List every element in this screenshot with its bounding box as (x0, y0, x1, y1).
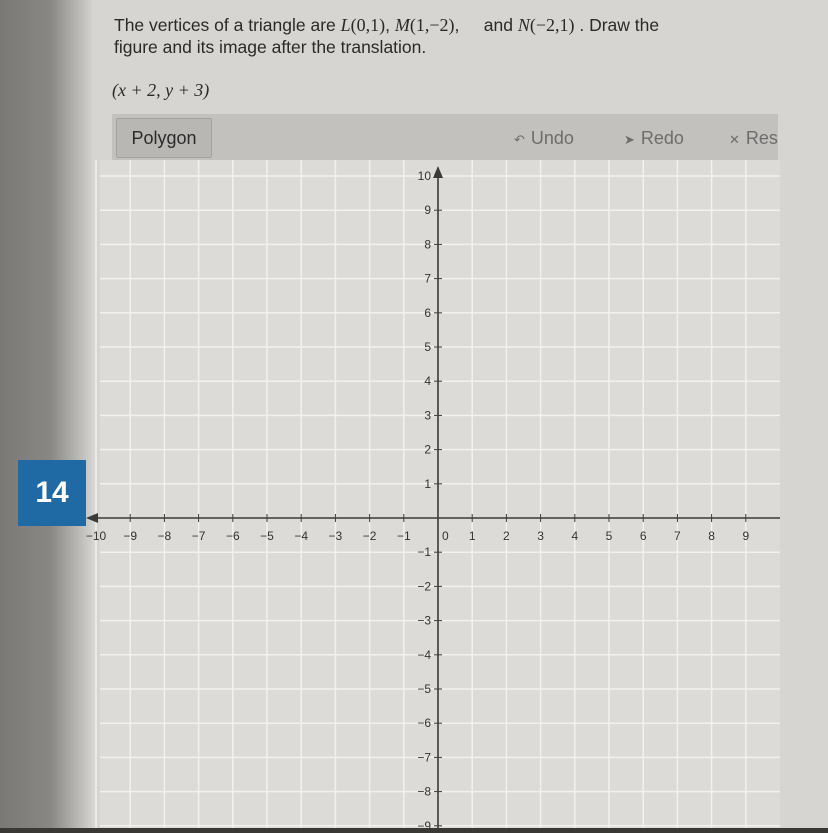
y-tick-label: −1 (417, 545, 431, 560)
x-tick-label: 1 (468, 529, 476, 543)
y-tick-label: −5 (417, 682, 431, 696)
y-tick-label: −9 (417, 818, 431, 833)
y-tick-label: −7 (417, 750, 431, 765)
question-line-2: figure and its image after the translation. (114, 37, 427, 57)
question-intro: The vertices of a triangle are (114, 15, 341, 35)
and-word: and (483, 15, 513, 35)
y-tick-label: 1 (424, 476, 431, 491)
coordinate-grid-svg[interactable] (85, 160, 780, 833)
x-tick-label: 8 (708, 529, 715, 543)
y-tick-label: 10 (417, 169, 431, 183)
y-tick-label: −6 (417, 716, 431, 731)
y-tick-label: 9 (424, 203, 431, 218)
x-tick-label: −9 (123, 529, 138, 543)
x-tick-label: −5 (260, 529, 274, 543)
x-tick-label: −1 (396, 529, 411, 543)
x-tick-label: 4 (571, 529, 579, 543)
vertex-L: L(0,1) (340, 15, 386, 35)
y-tick-label: 6 (424, 305, 431, 320)
y-tick-label: 7 (424, 271, 431, 286)
coordinate-plane[interactable] (85, 160, 780, 833)
reset-button[interactable]: ✕ Res (729, 128, 778, 148)
y-tick-label: −2 (417, 579, 431, 594)
y-tick-label: 2 (424, 442, 431, 457)
x-tick-label: −4 (294, 529, 309, 543)
x-tick-label: 9 (742, 529, 750, 543)
y-tick-label: 8 (424, 237, 431, 252)
question-line-1: The vertices of a triangle are L(0,1), M(1,−2), and N(−2,1) . Draw the (114, 15, 660, 35)
y-tick-label: 5 (424, 340, 431, 354)
y-tick-label: −4 (417, 647, 431, 662)
x-tick-label: −2 (362, 529, 377, 543)
y-tick-label: −3 (417, 613, 431, 628)
x-tick-label: 7 (674, 529, 681, 543)
page-shadow (0, 0, 92, 828)
undo-arrow-icon: ↶ (514, 132, 525, 147)
graph-toolbar (112, 114, 778, 160)
close-icon: ✕ (729, 132, 740, 147)
x-tick-label: 2 (503, 529, 510, 543)
x-tick-label: −7 (191, 529, 206, 543)
y-tick-label: 4 (424, 374, 431, 389)
y-tick-label: 3 (424, 408, 431, 423)
x-tick-label: 6 (639, 529, 647, 543)
vertex-N: N(−2,1) (517, 15, 575, 35)
x-tick-label: −10 (85, 529, 107, 543)
x-tick-label: −6 (225, 529, 240, 543)
origin-label: 0 (442, 529, 449, 543)
undo-button[interactable]: ↶ Undo (514, 128, 574, 148)
x-tick-label: −3 (328, 529, 343, 543)
redo-button[interactable]: ➤ Redo (624, 128, 684, 148)
vertex-M: M(1,−2) (394, 15, 455, 35)
y-tick-label: −8 (417, 784, 431, 799)
question-number-badge: 14 (18, 460, 86, 526)
question-instruction: . Draw the (579, 15, 660, 35)
translation-rule: (x + 2, y + 3) (112, 80, 210, 100)
x-tick-label: 3 (537, 529, 544, 543)
question-text (114, 14, 794, 58)
x-tick-label: −8 (157, 529, 172, 543)
x-tick-label: 5 (605, 529, 613, 543)
polygon-tool-button[interactable]: Polygon (116, 118, 212, 158)
redo-arrow-icon: ➤ (624, 132, 635, 147)
